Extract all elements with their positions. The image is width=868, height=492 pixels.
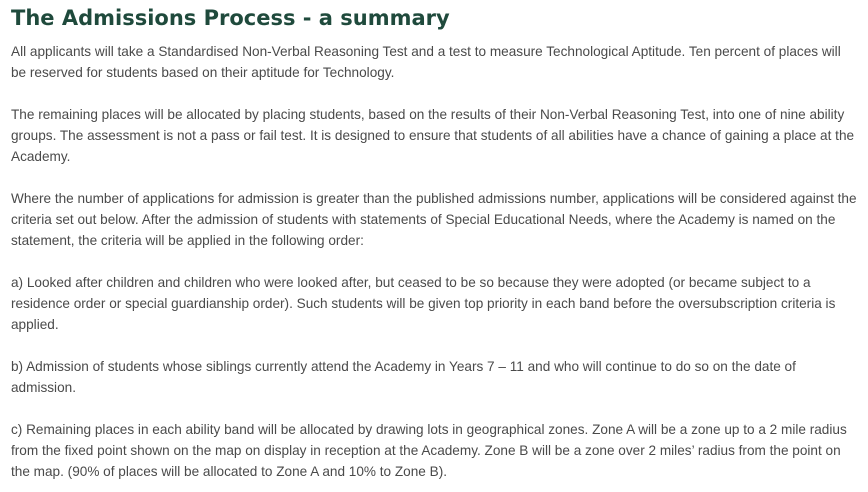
content-body (11, 41, 859, 482)
page-title: The Admissions Process - a summary (11, 6, 450, 30)
paragraph-intro: All applicants will take a Standardised Non-Verbal Reasoning Test and a test to measure Technological Aptitude. Ten percent of places will be reserved for students based on their aptitude for Technology. (11, 44, 841, 80)
paragraph-criterion-a: a) Looked after children and children who were looked after, but ceased to be so because they were adopted (or became subject to a residence order or special guardianship order). Such students will be given top priority in each band before the oversubscription criteria is applied. (11, 275, 836, 332)
paragraph-criteria: Where the number of applications for admission is greater than the published admissions number, applications will be considered against the criteria set out below. After the admission of students with statements of Special Educational Needs, where the Academy is named on the statement, the criteria will be applied in the following order: (11, 191, 857, 248)
paragraph-criterion-b: b) Admission of students whose siblings currently attend the Academy in Years 7 – 11 and who will continue to do so on the date of admission. (11, 359, 796, 395)
paragraph-criterion-c: c) Remaining places in each ability band will be allocated by drawing lots in geographical zones. Zone A will be a zone up to a 2 mile radius from the fixed point shown on the map on display in reception at the Academy. Zone B will be a zone over 2 miles’ radius from the point on the map. (90% of places will be allocated to Zone A and 10% to Zone B). (11, 422, 847, 479)
paragraph-allocation: The remaining places will be allocated by placing students, based on the results of their Non-Verbal Reasoning Test, into one of nine ability groups. The assessment is not a pass or fail test. It is designed to ensure that students of all abilities have a chance of gaining a place at the Academy. (11, 107, 855, 164)
